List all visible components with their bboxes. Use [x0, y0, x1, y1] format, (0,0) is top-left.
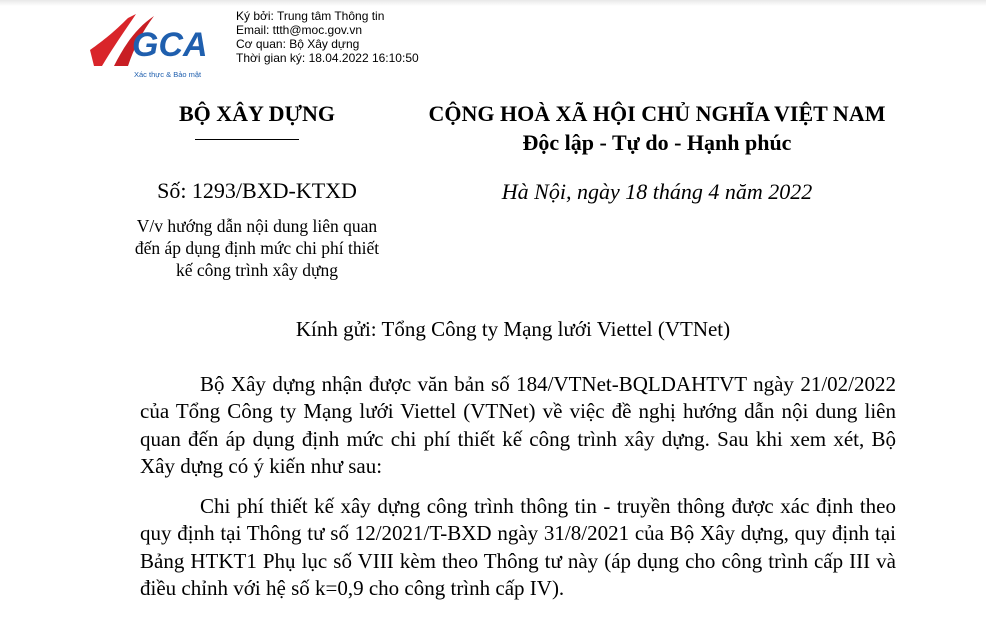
signer-email: Email: ttth@moc.gov.vn [236, 23, 362, 37]
svg-text:Xác thực & Bảo mật: Xác thực & Bảo mật [134, 70, 202, 79]
viewer-top-edge [0, 0, 986, 6]
svg-text:GCA: GCA [132, 26, 208, 64]
recipient-line: Kính gửi: Tổng Công ty Mạng lưới Viettel (VTNet) [295, 317, 731, 341]
signer-agency: Cơ quan: Bộ Xây dựng [236, 37, 360, 51]
body-paragraph: Bộ Xây dựng nhận được văn bản số 184/VTNet-BQLDAHTVT ngày 21/02/2022 của Tổng Công ty Mạng lưới Viettel (VTNet) về việc đề nghị hướng dẫn nội dung liên quan đến áp dụng định mức chi phí thiết kế công trình xây dựng. Sau khi xem xét, Bộ Xây dựng có ý kiến như sau: [140, 372, 896, 478]
body-paragraph: Chi phí thiết kế xây dựng công trình thông tin - truyền thông được xác định theo quy định tại Thông tư số 12/2021/T-BXD ngày 31/8/2021 của Bộ Xây dựng, quy định tại Bảng HTKT1 Phụ lục số VIII kèm theo Thông tư này (áp dụng cho công trình cấp III và điều chỉnh với hệ số k=0,9 cho công trình cấp IV). [140, 494, 896, 601]
document-date: Hà Nội, ngày 18 tháng 4 năm 2022 [501, 179, 813, 204]
document-body [140, 371, 896, 615]
national-title: CỘNG HOÀ XÃ HỘI CHỦ NGHĨA VIỆT NAM [428, 101, 886, 126]
vgca-logo [84, 10, 234, 82]
issuing-agency: BỘ XÂY DỰNG [178, 101, 336, 126]
signing-time: Thời gian ký: 18.04.2022 16:10:50 [236, 51, 419, 65]
agency-underline [195, 139, 299, 140]
document-number: Số: 1293/BXD-KTXD [157, 178, 357, 203]
national-motto: Độc lập - Tự do - Hạnh phúc [522, 130, 792, 155]
signed-by: Ký bởi: Trung tâm Thông tin [236, 9, 385, 23]
digital-signature-info [236, 9, 419, 65]
document-subject: V/v hướng dẫn nội dung liên quan đến áp dụng định mức chi phí thiết kế công trình xây dựng [134, 216, 380, 280]
